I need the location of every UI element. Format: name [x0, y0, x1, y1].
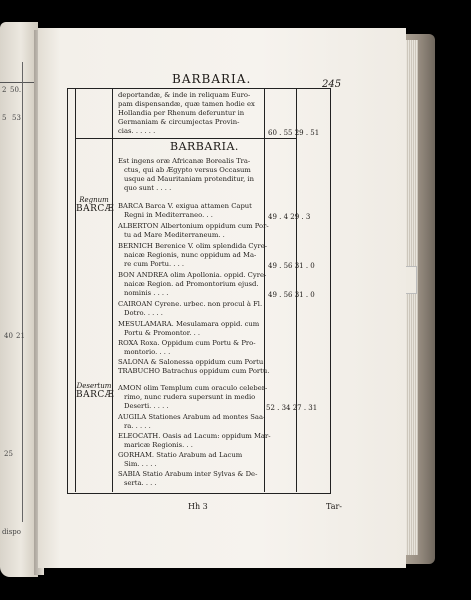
entry-line: ROXA Roxa. Oppidum cum Portu & Pro- — [118, 339, 256, 347]
region-label — [76, 196, 115, 214]
region-label — [76, 382, 115, 400]
facing-left-page — [0, 22, 38, 577]
entry-line: rimo, nunc rudera supersunt in medio — [124, 393, 256, 401]
intro-line: Est ingens oræ Africanæ Borealis Tra- — [118, 157, 251, 165]
entry-line: TRABUCHO Batrachus oppidum cum Portu. — [118, 367, 270, 375]
entry-line: ALBERTON Albertonium oppidum cum Por- — [118, 222, 269, 230]
entry-line: SABIA Statio Arabum inter Sylvas & De- — [118, 470, 258, 478]
left-page-fragment: 2 — [2, 86, 7, 94]
entry-line: deportandæ, & inde in reliquam Euro- — [118, 91, 251, 99]
entry-coordinates: 49 . 4 29 . 3 — [268, 213, 311, 221]
left-page-fragment: dispo — [2, 528, 22, 536]
left-page-fragment: 40 — [4, 332, 13, 340]
entry-line: SALONA & Salonessa oppidum cum Portu. — [118, 358, 266, 366]
entry-line: serta. . . . — [124, 479, 157, 487]
table-rule — [112, 88, 113, 492]
entry-line: nominis . . . . — [124, 289, 169, 297]
entry-coordinates: 52 . 34 27 . 31 — [266, 404, 318, 412]
entry-line: montorio. . . . — [124, 348, 171, 356]
table-rule — [296, 88, 297, 492]
entry-line: pam dispensandæ, quæ tamen hodie ex — [118, 100, 255, 108]
running-title: BARBARIA. — [172, 72, 252, 86]
entry-line: AUGILA Stationes Arabum ad montes Saa- — [118, 413, 266, 421]
entry-line: Hollandia per Rhenum deferuntur in — [118, 109, 245, 117]
entry-line: AMON olim Templum cum oraculo celeber- — [118, 384, 268, 392]
entry-line: re cum Portu. . . . — [124, 260, 185, 268]
left-page-fragment: 53 — [12, 114, 21, 122]
entry-line: cias. . . . . . — [118, 127, 156, 135]
intro-line: ctus, qui ab Ægypto versus Occasum — [124, 166, 251, 174]
left-page-column-rule — [22, 62, 23, 522]
entry-line: BERNICH Berenice V. olim splendida Cyre- — [118, 242, 268, 250]
entry-line: ELEOCATH. Oasis ad Lacum: oppidum Mar- — [118, 432, 271, 440]
intro-line: usque ad Mauritaniam protenditur, in — [124, 175, 254, 183]
entry-line: MESULAMARA. Mesulamara oppid. cum — [118, 320, 260, 328]
entry-line: naicæ Regionis, nunc oppidum ad Ma- — [124, 251, 257, 259]
left-page-fragment: 50. — [10, 86, 22, 94]
entry-coordinates: 49 . 56 31 . 0 — [268, 262, 315, 270]
intro-line: quo sunt . . . . — [124, 184, 172, 192]
entry-line: maricæ Regionis. . . — [124, 441, 193, 449]
section-title: BARBARIA. — [170, 140, 239, 153]
entry-line: Sim. . . . . — [124, 460, 157, 468]
table-rule — [75, 138, 296, 139]
region-label-name: BARCÆ — [76, 390, 115, 400]
entry-line: GORHAM. Statio Arabum ad Lacum — [118, 451, 243, 459]
left-page-fragment: 21 — [16, 332, 25, 340]
page-number: 245 — [322, 79, 342, 90]
entry-line: BARCA Barca V. exigua attamen Caput — [118, 202, 252, 210]
entry-line: Germaniam & circumjectas Provin- — [118, 118, 240, 126]
table-rule — [75, 88, 76, 492]
entry-line: Portu & Promontor. . . — [124, 329, 201, 337]
region-label-kind: Regnum — [79, 196, 109, 204]
region-label-name: BARCÆ — [76, 204, 115, 214]
entry-line: ra. . . . . — [124, 422, 151, 430]
entry-line: CAIROAN Cyrene. urbec. non procul à Fl. — [118, 300, 263, 308]
entry-line: naicæ Region. ad Promontorium ejusd. — [124, 280, 259, 288]
left-page-fragment: 5 — [2, 114, 7, 122]
entry-coordinates: 60 . 55 29 . 51 — [268, 129, 320, 137]
region-label-kind: Desertum — [76, 382, 112, 390]
entry-coordinates: 49 . 56 31 . 0 — [268, 291, 315, 299]
gathering-signature: Hh 3 — [188, 502, 208, 511]
entry-line: Dotro. . . . . — [124, 309, 163, 317]
left-page-fragment: 25 — [4, 450, 13, 458]
page-edges — [404, 40, 418, 555]
entry-line: BON ANDREA olim Apollonia. oppid. Cyre- — [118, 271, 267, 279]
catchword: Tar- — [326, 502, 343, 511]
entry-line: Deserti. . . . . — [124, 402, 169, 410]
entry-line: tu ad Mare Mediterraneum. . — [124, 231, 225, 239]
left-page-rule — [0, 82, 34, 83]
entry-line: Regni in Mediterraneo. . . — [124, 211, 213, 219]
